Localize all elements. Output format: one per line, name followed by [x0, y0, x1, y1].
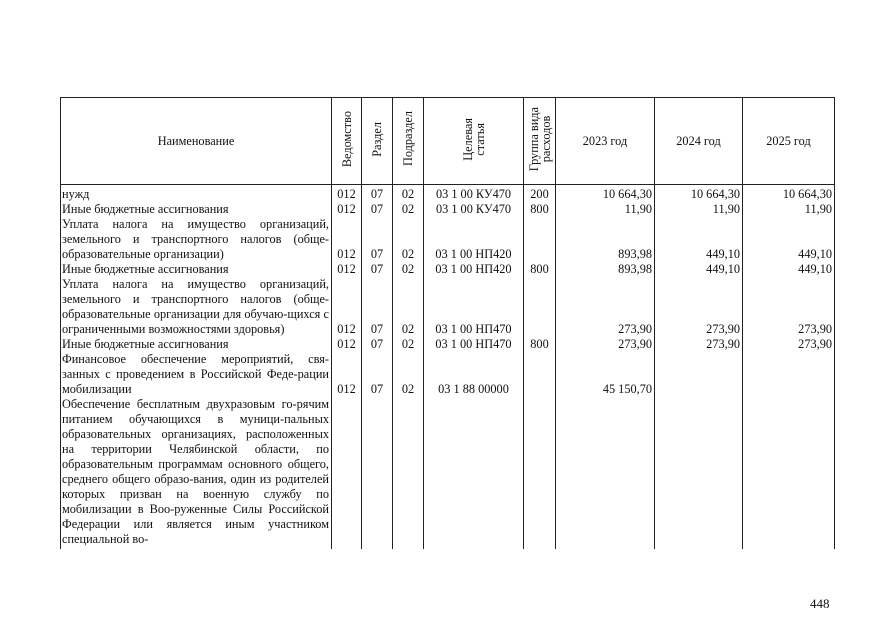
- cell-razdel: [362, 397, 393, 549]
- cell-gruppa-rashodov: 800: [524, 337, 556, 352]
- header-gruppa-vida-rashodov: [524, 98, 556, 185]
- cell-celevaya-statya: [424, 397, 524, 549]
- cell-amount-2023: 893,98: [556, 217, 655, 262]
- cell-amount-2024: 449,10: [655, 217, 743, 262]
- cell-vedomstvo: 012: [332, 217, 362, 262]
- header-gruppa-line1: Группа вида: [526, 106, 541, 172]
- cell-amount-2025: 449,10: [743, 217, 835, 262]
- cell-amount-2024: 273,90: [655, 277, 743, 337]
- cell-amount-2024: [655, 397, 743, 549]
- cell-amount-2023: 45 150,70: [556, 352, 655, 397]
- cell-vedomstvo: 012: [332, 337, 362, 352]
- cell-amount-2025: 273,90: [743, 277, 835, 337]
- table-row: [61, 397, 835, 549]
- cell-gruppa-rashodov: [524, 397, 556, 549]
- header-celevaya-label: [462, 118, 486, 161]
- header-podrazdel-label: Подраздел: [401, 111, 415, 167]
- cell-gruppa-rashodov: 800: [524, 262, 556, 277]
- table-body: [61, 185, 835, 550]
- cell-amount-2025: 449,10: [743, 262, 835, 277]
- cell-vedomstvo: 012: [332, 352, 362, 397]
- cell-vedomstvo: [332, 397, 362, 549]
- cell-amount-2023: 10 664,30: [556, 185, 655, 203]
- cell-celevaya-statya: 03 1 88 00000: [424, 352, 524, 397]
- header-year-2025: 2025 год: [743, 98, 835, 185]
- cell-razdel: 07: [362, 262, 393, 277]
- cell-amount-2023: 893,98: [556, 262, 655, 277]
- cell-amount-2024: [655, 352, 743, 397]
- cell-name: Финансовое обеспечение мероприятий, свя-занных с проведением в Российской Феде-рации мобилизации: [61, 352, 332, 397]
- header-razdel-label: Раздел: [370, 121, 384, 157]
- cell-name: Иные бюджетные ассигнования: [61, 202, 332, 217]
- cell-amount-2024: 273,90: [655, 337, 743, 352]
- cell-razdel: 07: [362, 352, 393, 397]
- cell-amount-2023: [556, 397, 655, 549]
- cell-gruppa-rashodov: [524, 217, 556, 262]
- table-row: [61, 217, 835, 262]
- header-razdel: [362, 98, 393, 185]
- budget-table: [60, 97, 835, 549]
- cell-amount-2024: 11,90: [655, 202, 743, 217]
- header-vedomstvo: [332, 98, 362, 185]
- cell-gruppa-rashodov: [524, 277, 556, 337]
- cell-gruppa-rashodov: 800: [524, 202, 556, 217]
- cell-name: Уплата налога на имущество организаций, земельного и транспортного налогов (обще-образовательные организации): [61, 217, 332, 262]
- header-gruppa-label: [528, 107, 552, 171]
- cell-celevaya-statya: 03 1 00 НП470: [424, 337, 524, 352]
- cell-name: Обеспечение бесплатным двухразовым го-рячим питанием обучающихся в муници-пальных образовательных организациях, расположенных на территории Челябинской области, по образовательным программам основного общего, среднего общего образо-вания, один из родителей которых призван на военную службу по мобилизации в Воо-руженные Силы Российской Федерации или является иным участником специальной во-: [61, 397, 332, 549]
- header-celevaya-line2: статья: [472, 122, 487, 156]
- table-row: [61, 277, 835, 337]
- cell-name: Иные бюджетные ассигнования: [61, 337, 332, 352]
- table-row: [61, 337, 835, 352]
- cell-vedomstvo: 012: [332, 277, 362, 337]
- table-row: [61, 352, 835, 397]
- cell-gruppa-rashodov: 200: [524, 185, 556, 203]
- cell-gruppa-rashodov: [524, 352, 556, 397]
- cell-name: Уплата налога на имущество организаций, земельного и транспортного налогов (обще-образовательные организации для обучаю-щихся с ограниченными возможностями здоровья): [61, 277, 332, 337]
- cell-amount-2024: 10 664,30: [655, 185, 743, 203]
- cell-podrazdel: [393, 397, 424, 549]
- cell-amount-2025: 11,90: [743, 202, 835, 217]
- cell-razdel: 07: [362, 277, 393, 337]
- table-row: [61, 262, 835, 277]
- cell-celevaya-statya: 03 1 00 НП420: [424, 262, 524, 277]
- header-row: [61, 98, 835, 185]
- header-year-2024: 2024 год: [655, 98, 743, 185]
- cell-amount-2023: 273,90: [556, 277, 655, 337]
- header-name: Наименование: [61, 98, 332, 185]
- cell-podrazdel: 02: [393, 185, 424, 203]
- cell-razdel: 07: [362, 185, 393, 203]
- cell-amount-2025: [743, 397, 835, 549]
- table-row: [61, 185, 835, 203]
- cell-vedomstvo: 012: [332, 185, 362, 203]
- cell-name: нужд: [61, 185, 332, 203]
- cell-celevaya-statya: 03 1 00 НП470: [424, 277, 524, 337]
- cell-amount-2025: 273,90: [743, 337, 835, 352]
- cell-amount-2023: 273,90: [556, 337, 655, 352]
- cell-amount-2023: 11,90: [556, 202, 655, 217]
- cell-razdel: 07: [362, 217, 393, 262]
- cell-vedomstvo: 012: [332, 202, 362, 217]
- table-row: [61, 202, 835, 217]
- page-number: 448: [810, 596, 830, 611]
- header-celevaya-statya: [424, 98, 524, 185]
- cell-amount-2025: [743, 352, 835, 397]
- cell-podrazdel: 02: [393, 202, 424, 217]
- cell-celevaya-statya: 03 1 00 НП420: [424, 217, 524, 262]
- header-podrazdel: [393, 98, 424, 185]
- cell-name: Иные бюджетные ассигнования: [61, 262, 332, 277]
- cell-podrazdel: 02: [393, 352, 424, 397]
- cell-podrazdel: 02: [393, 217, 424, 262]
- cell-razdel: 07: [362, 337, 393, 352]
- cell-amount-2025: 10 664,30: [743, 185, 835, 203]
- cell-razdel: 07: [362, 202, 393, 217]
- cell-celevaya-statya: 03 1 00 КУ470: [424, 185, 524, 203]
- cell-podrazdel: 02: [393, 337, 424, 352]
- header-vedomstvo-label: Ведомство: [339, 110, 354, 168]
- header-celevaya-line1: Целевая: [460, 117, 475, 161]
- header-gruppa-line2: расходов: [538, 115, 553, 163]
- cell-podrazdel: 02: [393, 277, 424, 337]
- cell-podrazdel: 02: [393, 262, 424, 277]
- cell-celevaya-statya: 03 1 00 КУ470: [424, 202, 524, 217]
- cell-amount-2024: 449,10: [655, 262, 743, 277]
- header-year-2023: 2023 год: [556, 98, 655, 185]
- cell-vedomstvo: 012: [332, 262, 362, 277]
